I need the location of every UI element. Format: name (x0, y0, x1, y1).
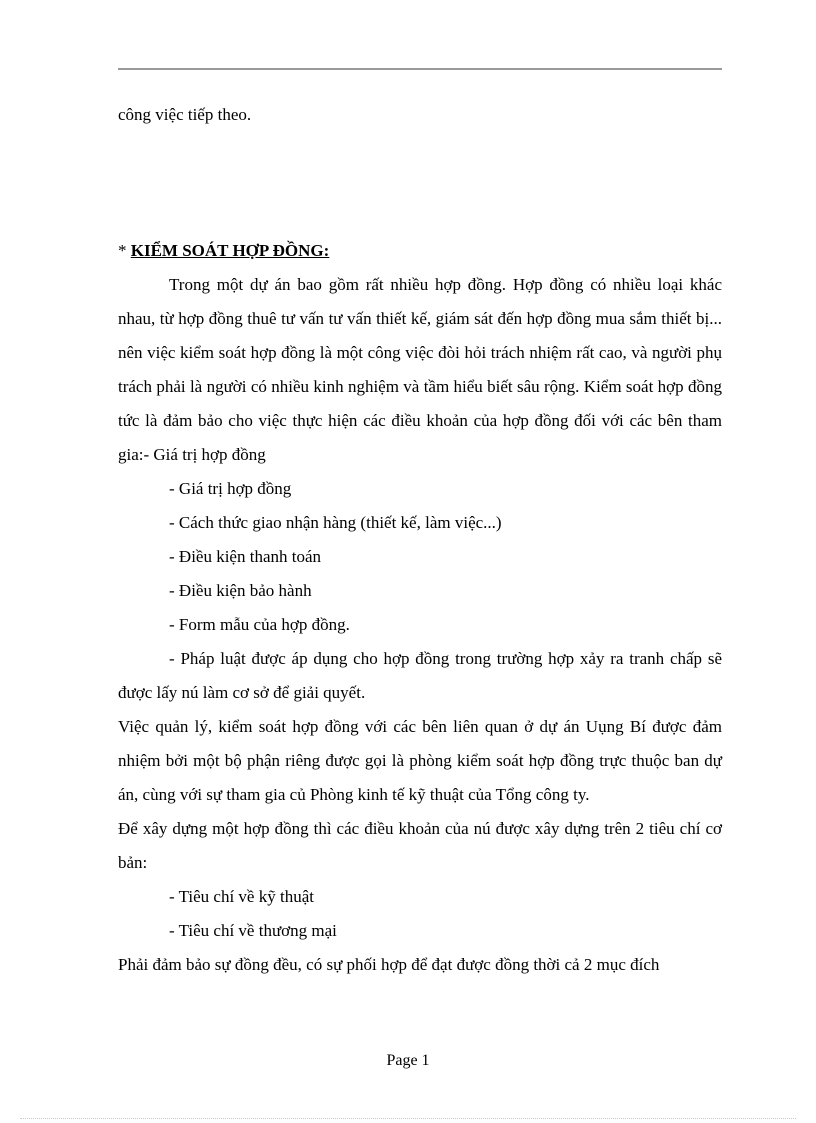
continuation-line: công việc tiếp theo. (118, 105, 252, 124)
heading-title: KIỂM SOÁT HỢP ĐỒNG: (130, 241, 330, 260)
intro-paragraph: Trong một dự án bao gồm rất nhiều hợp đồng. Hợp đồng có nhiều loại khác nhau, từ hợp đồng thuê tư vấn tư vấn thiết kế, giám sát đến hợp đồng mua sắm thiết bị... nên việc kiểm soát hợp đồng là một công việc đòi hỏi trách nhiệm rất cao, và người phụ trách phải là người có nhiều kinh nghiệm và tầm hiểu biết sâu rộng. Kiểm soát hợp đồng tức là đảm bảo cho việc thực hiện các điều khoản của hợp đồng đối với các bên tham gia:- Giá trị hợp đồng (118, 275, 722, 464)
closing-paragraph: Phải đảm bảo sự đồng đều, có sự phối hợp để đạt được đồng thời cả 2 mục đích (118, 955, 660, 974)
contract-item: - Cách thức giao nhận hàng (thiết kế, làm việc...) (169, 513, 502, 532)
paragraph-gap (118, 132, 722, 234)
criteria-item: - Tiêu chí về thương mại (169, 921, 337, 940)
contract-item: - Form mẫu của hợp đồng. (169, 615, 350, 634)
heading-prefix: * (118, 241, 131, 260)
contract-item: - Điều kiện bảo hành (169, 581, 312, 600)
footer-rule (20, 1118, 796, 1119)
criteria-item: - Tiêu chí về kỹ thuật (169, 887, 314, 906)
criteria-paragraph: Để xây dựng một hợp đồng thì các điều khoản của nú được xây dựng trên 2 tiêu chí cơ bản: (118, 819, 722, 872)
page-number: Page 1 (386, 1052, 430, 1069)
contract-item: - Giá trị hợp đồng (169, 479, 292, 498)
section-heading (118, 234, 722, 268)
management-paragraph: Việc quản lý, kiểm soát hợp đồng với các bên liên quan ở dự án Uụng Bí được đảm nhiệm bởi một bộ phận riêng được gọi là phòng kiểm soát hợp đồng trực thuộc ban dự án, cùng với sự tham gia củ Phòng kinh tế kỹ thuật của Tổng công ty. (118, 717, 722, 804)
header-rule (118, 68, 722, 70)
document-body (118, 98, 722, 982)
contract-item: - Điều kiện thanh toán (169, 547, 322, 566)
contract-item: - Pháp luật được áp dụng cho hợp đồng trong trường hợp xảy ra tranh chấp sẽ được lấy nú làm cơ sở để giải quyết. (118, 649, 722, 702)
